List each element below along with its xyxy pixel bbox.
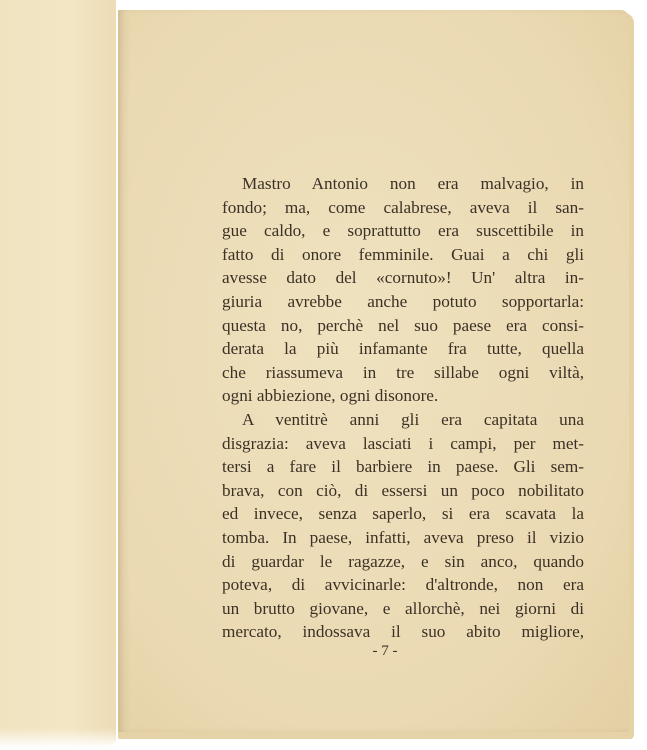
- left-page: [0, 0, 116, 750]
- text-line: poteva, di avvicinarle: d'altronde, non era: [222, 575, 584, 595]
- text-line: questa no, perchè nel suo paese era consi-: [222, 315, 584, 335]
- text-line: tomba. In paese, infatti, aveva preso il vizio: [222, 527, 584, 547]
- text-line: brava, con ciò, di essersi un poco nobilitato: [222, 480, 584, 500]
- text-line: di guardar le ragazze, e sin anco, quando: [222, 551, 584, 571]
- text-line: avesse dato del «cornuto»! Un' altra in-: [222, 268, 584, 288]
- text-line: un brutto giovane, e allorchè, nei giorni di: [222, 598, 584, 618]
- text-line: disgrazia: aveva lasciati i campi, per met-: [222, 433, 584, 453]
- text-line: derata la più infamante fra tutte, quella: [222, 339, 584, 359]
- text-line: Mastro Antonio non era malvagio, in: [242, 174, 584, 193]
- text-line: ed invece, senza saperlo, si era scavata la: [222, 504, 584, 524]
- text-line: tersi a fare il barbiere in paese. Gli sem-: [222, 457, 584, 477]
- text-line: mercato, indossava il suo abito migliore,: [222, 622, 584, 642]
- page-number: - 7 -: [372, 643, 398, 659]
- text-line: giuria avrebbe anche potuto sopportarla:: [222, 291, 584, 311]
- text-line: ogni abbiezione, ogni disonore.: [222, 386, 439, 406]
- body-text: [222, 172, 584, 644]
- text-line: che riassumeva in tre sillabe ogni viltà,: [222, 362, 584, 382]
- text-line: fatto di onore femminile. Guai a chi gli: [222, 244, 584, 264]
- text-line: gue caldo, e soprattutto era suscettibile in: [222, 221, 584, 241]
- text-line: A ventitrè anni gli era capitata una: [242, 409, 584, 429]
- text-line: fondo; ma, come calabrese, aveva il san-: [222, 197, 584, 217]
